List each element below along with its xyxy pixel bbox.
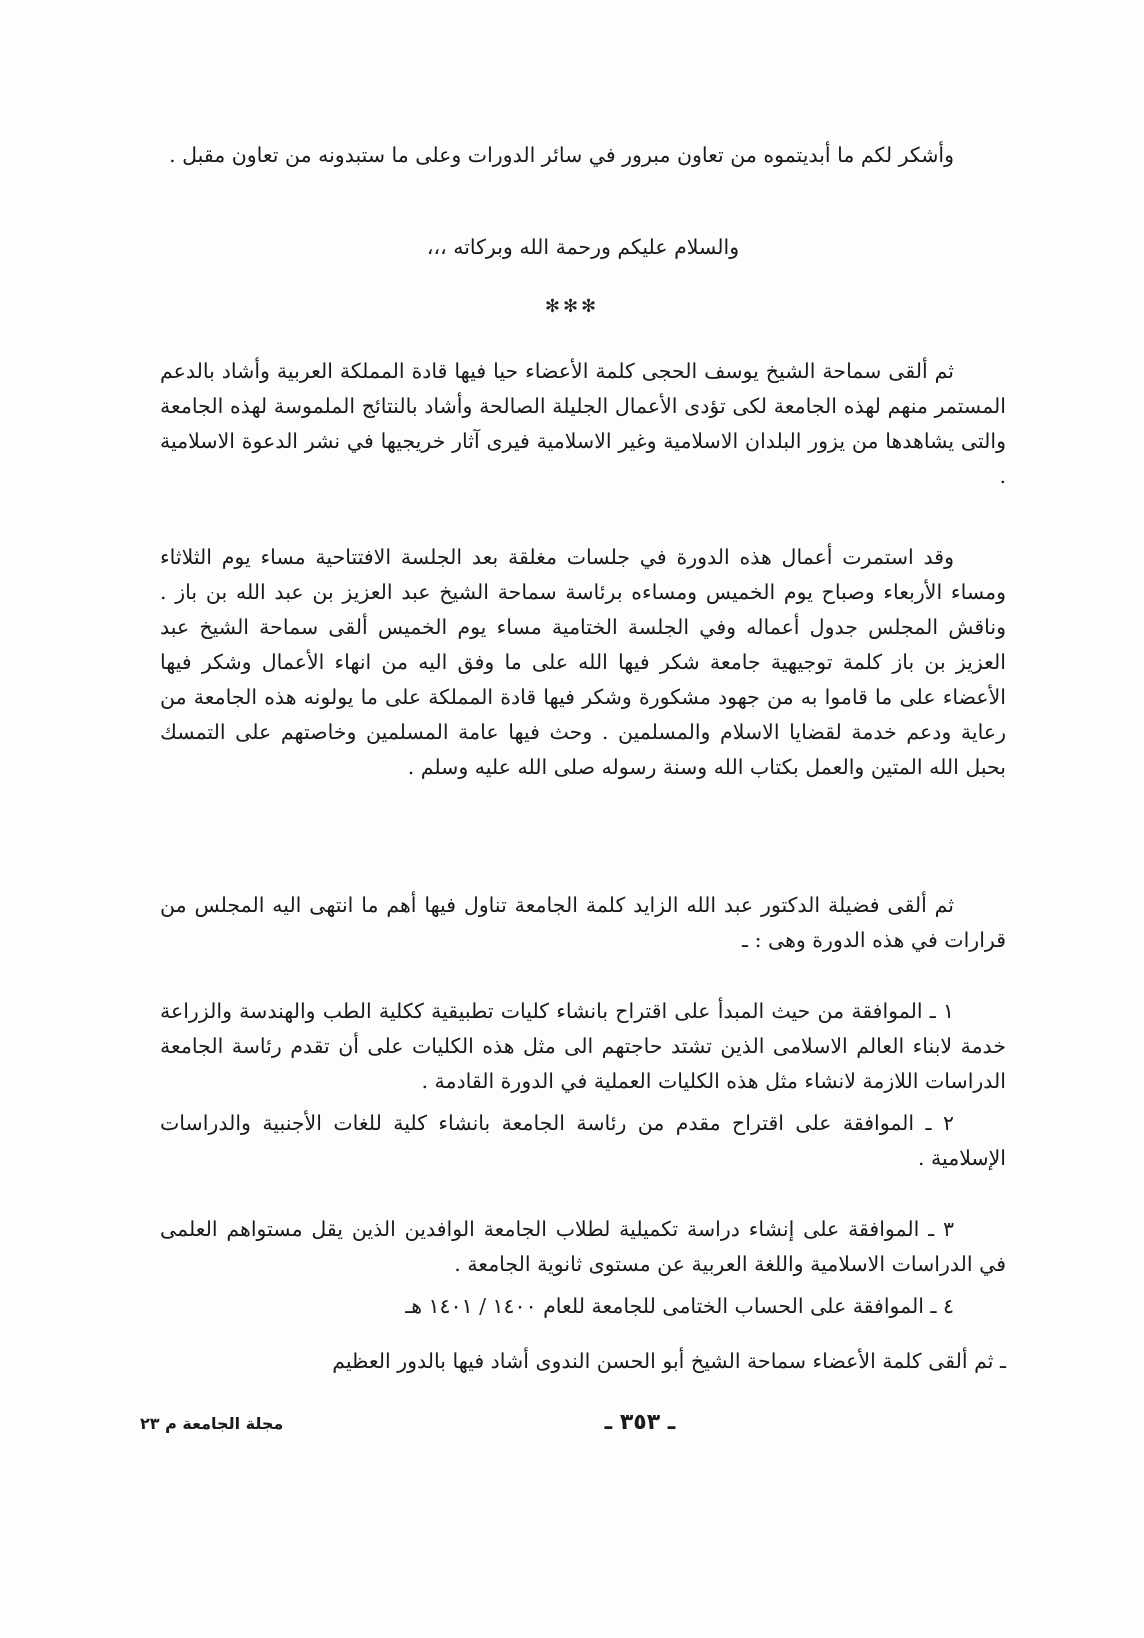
journal-name: مجلة الجامعة م ٢٣	[140, 1414, 284, 1433]
resolution-item-1: ١ ـ الموافقة من حيث المبدأ على اقتراح بانشاء كليات تطبيقية ككلية الطب والهندسة والزراعة خدمة لابناء العالم الاسلامى الذين تشتد حاجتهم الى مثل هذه الكليات على أن تقدم رئاسة الجامعة الدراسات اللازمة لانشاء مثل هذه الكليات العملية في الدورة القادمة .	[160, 999, 1006, 1093]
page-number: ـ ٣٥٣ ـ	[604, 1410, 676, 1435]
resolution-item-2: ٢ ـ الموافقة على اقتراح مقدم من رئاسة الجامعة بانشاء كلية للغات الأجنبية والدراسات الإسلامية .	[160, 1111, 1006, 1170]
resolution-item-4: ٤ ـ الموافقة على الحساب الختامى للجامعة للعام ١٤٠٠ / ١٤٠١ هـ	[405, 1294, 954, 1318]
paragraph-sessions: وقد استمرت أعمال هذه الدورة في جلسات مغلقة بعد الجلسة الافتتاحية مساء يوم الثلاثاء ومساء الأربعاء وصباح يوم الخميس ومساءه برئاسة سماحة الشيخ عبد العزيز بن عبد الله بن باز . وناقش المجلس جدول أعماله وفي الجلسة الختامية مساء يوم الخميس ألقى سماحة الشيخ عبد العزيز بن باز كلمة توجيهية جامعة شكر فيها الله على ما وفق اليه من انهاء الأعمال وشكر فيها الأعضاء على ما قاموا به من جهود مشكورة وشكر فيها قادة المملكة على ما يولونه هذه الجامعة من رعاية ودعم خدمة لقضايا الاسلام والمسلمين . وحث فيها عامة المسلمين وخاصتهم على التمسك بحبل الله المتين والعمل بكتاب الله وسنة رسوله صلى الله عليه وسلم .	[160, 545, 1006, 779]
closing-line: ـ ثم ألقى كلمة الأعضاء سماحة الشيخ أبو الحسن الندوى أشاد فيها بالدور العظيم	[332, 1349, 1006, 1373]
closing-paragraph: وأشكر لكم ما أبديتموه من تعاون مبرور في سائر الدورات وعلى ما ستبدونه من تعاون مقبل .	[169, 143, 954, 167]
paragraph-university-speech: ثم ألقى فضيلة الدكتور عبد الله الزايد كلمة الجامعة تناول فيها أهم ما انتهى اليه المجلس من قرارات في هذه الدورة وهى : ـ	[160, 893, 1006, 952]
salutation: والسلام عليكم ورحمة الله وبركاته ،،،	[426, 235, 740, 259]
page-footer	[140, 1410, 1010, 1444]
section-separator: ✻✻✻	[544, 296, 600, 317]
resolution-item-3: ٣ ـ الموافقة على إنشاء دراسة تكميلية لطلاب الجامعة الوافدين الذين يقل مستواهم العلمى في الدراسات الاسلامية واللغة العربية عن مستوى ثانوية الجامعة .	[160, 1217, 1006, 1276]
paragraph-yusuf-alhajji: ثم ألقى سماحة الشيخ يوسف الحجى كلمة الأعضاء حيا فيها قادة المملكة العربية وأشاد بالدعم المستمر منهم لهذه الجامعة لكى تؤدى الأعمال الجليلة الصالحة وأشاد بالنتائج الملموسة لهذه الجامعة والتى يشاهدها من يزور البلدان الاسلامية وغير الاسلامية فيرى آثار خريجيها في نشر الدعوة الاسلامية .	[160, 359, 1006, 488]
